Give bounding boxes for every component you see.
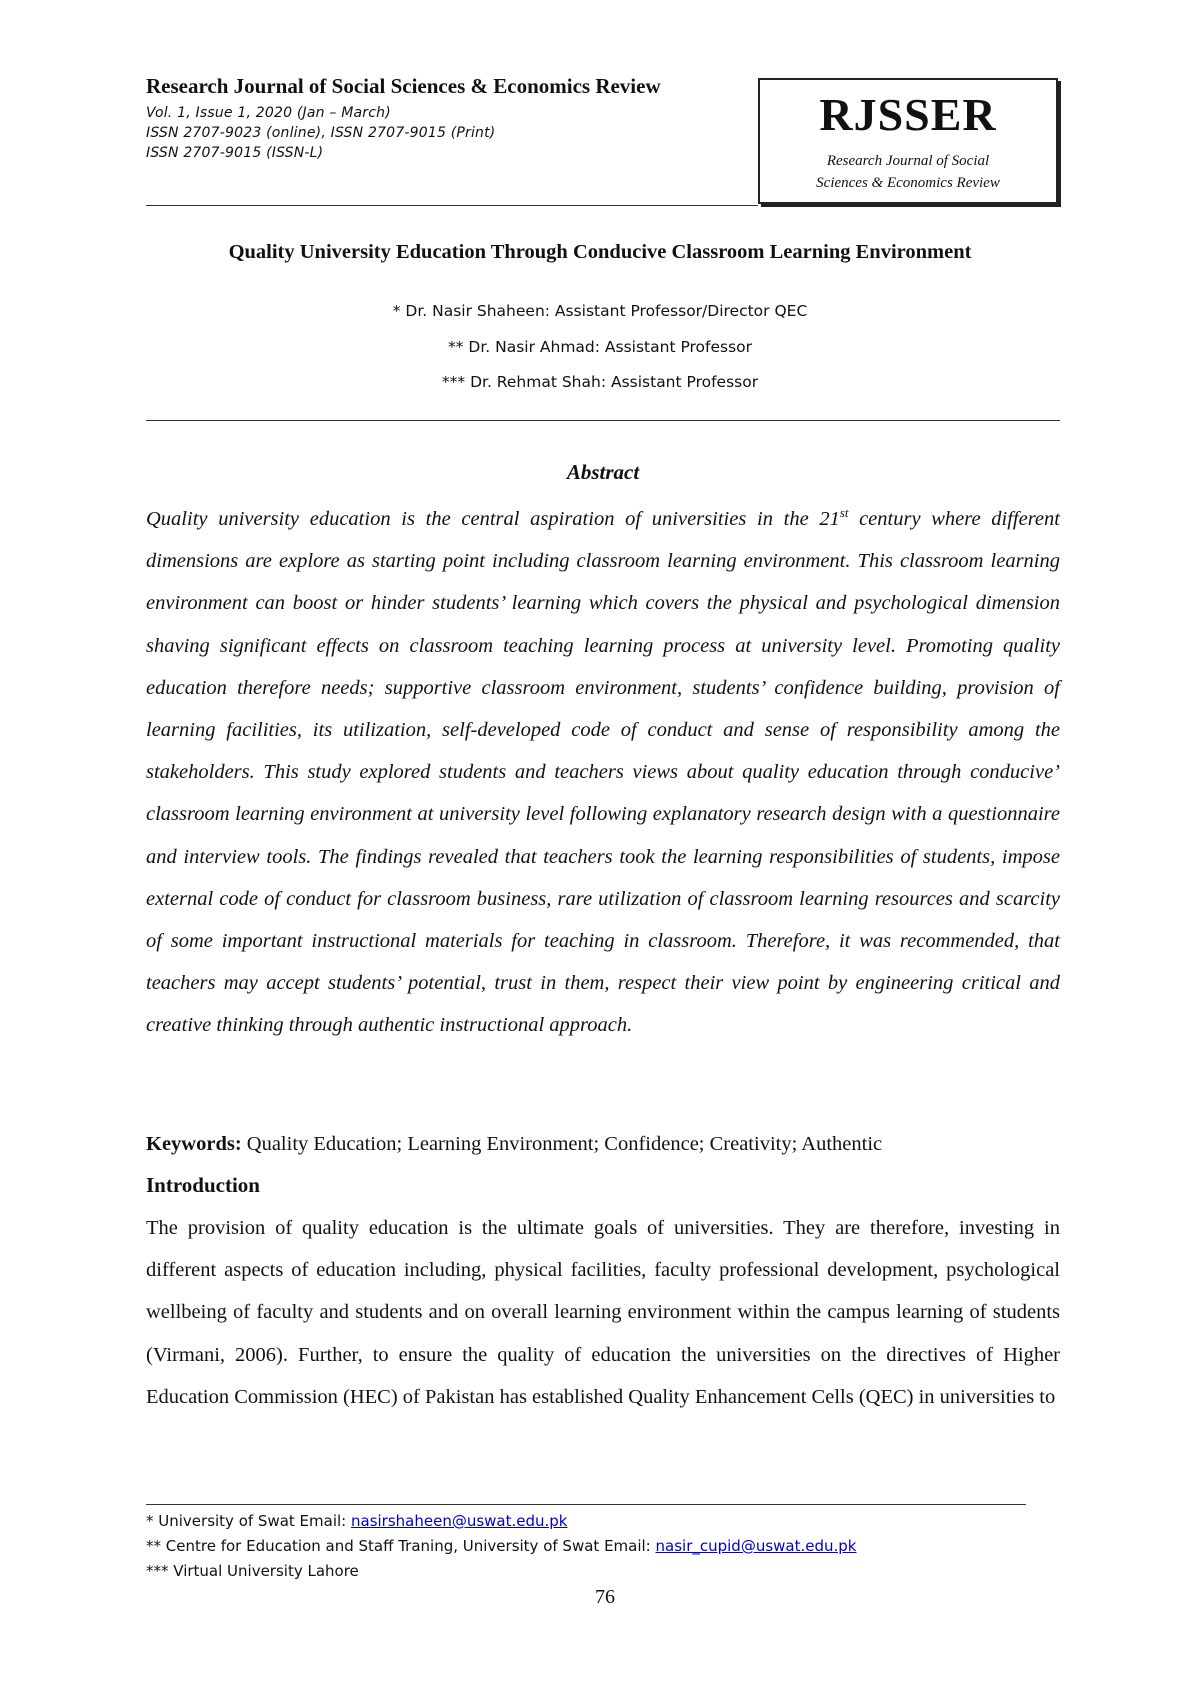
journal-title: Research Journal of Social Sciences & Economics Review [146, 74, 661, 98]
logo-name-line-1: Research Journal of Social [826, 153, 990, 169]
author-2: ** Dr. Nasir Ahmad: Assistant Professor [447, 338, 753, 356]
footnote-1-text: * University of Swat Email: [146, 1512, 351, 1530]
introduction-text: The provision of quality education is the ultimate goals of universities. They are therefore, investing in different aspects of education including, physical facilities, faculty professional development, psychological wellbeing of faculty and students and on overall learning environment within the campus learning of students (Virmani, 2006). Further, to ensure the quality of education the universities on the directives of Higher Education Commission (HEC) of Pakistan has established Quality Enhancement Cells (QEC) in universities to [146, 1217, 1060, 1408]
authors-divider [146, 420, 1060, 421]
logo-acronym: RJSSER [819, 89, 997, 140]
footnote-3-text: *** Virtual University Lahore [146, 1562, 359, 1580]
abstract-heading: Abstract [566, 460, 640, 484]
keywords-list: Quality Education; Learning Environment; Confidence; Creativity; Authentic [241, 1133, 883, 1155]
header-divider [146, 205, 758, 206]
abstract-text-start: Quality university education is the central aspiration of universities in the 21 [146, 508, 840, 530]
ordinal-suffix: st [839, 506, 849, 521]
email-link-2[interactable]: nasir_cupid@uswat.edu.pk [655, 1537, 857, 1555]
author-1: * Dr. Nasir Shaheen: Assistant Professor/Director QEC [392, 302, 808, 320]
logo-name [760, 150, 1056, 194]
email-link-1[interactable]: nasirshaheen@uswat.edu.pk [351, 1512, 568, 1530]
paper-title: Quality University Education Through Conducive Classroom Learning Environment [228, 241, 972, 263]
author-3: *** Dr. Rehmat Shah: Assistant Professor [441, 373, 759, 391]
abstract-text-rest: century where different dimensions are explore as starting point including classroom learning environment. This classroom learning environment can boost or hinder students’ learning which covers the physical and psychological dimension shaving significant effects on classroom teaching learning process at university level. Promoting quality education therefore needs; supportive classroom environment, students’ confidence building, provision of learning facilities, its utilization, self-developed code of conduct and sense of responsibility among the stakeholders. This study explored students and teachers views about quality education through conducive’ classroom learning environment at university level following explanatory research design with a questionnaire and interview tools. The findings revealed that teachers took the learning responsibilities of students, impose external code of conduct for classroom business, rare utilization of classroom learning resources and scarcity of some important instructional materials for teaching in classroom. Therefore, it was recommended, that teachers may accept students’ potential, trust in them, respect their view point by engineering critical and creative thinking through authentic instructional approach. [146, 508, 1060, 1037]
issn-l-line: ISSN 2707-9015 (ISSN-L) [146, 145, 324, 161]
volume-issue: Vol. 1, Issue 1, 2020 (Jan – March) [146, 105, 391, 121]
keywords-label: Keywords: [146, 1133, 242, 1155]
logo-name-line-2: Sciences & Economics Review [816, 175, 1000, 191]
keywords [146, 1133, 1060, 1156]
issn-line: ISSN 2707-9023 (online), ISSN 2707-9015 (Print) [146, 125, 496, 141]
introduction-heading: Introduction [146, 1173, 260, 1197]
page-number: 76 [595, 1586, 615, 1608]
footnote-2 [146, 1537, 857, 1555]
footnote-divider [146, 1504, 1026, 1505]
journal-logo [758, 78, 1058, 204]
footnote-2-text: ** Centre for Education and Staff Traning, University of Swat Email: [146, 1537, 656, 1555]
footnote-1 [146, 1512, 568, 1530]
abstract-text [146, 498, 1060, 1047]
footnote-3 [146, 1562, 359, 1580]
